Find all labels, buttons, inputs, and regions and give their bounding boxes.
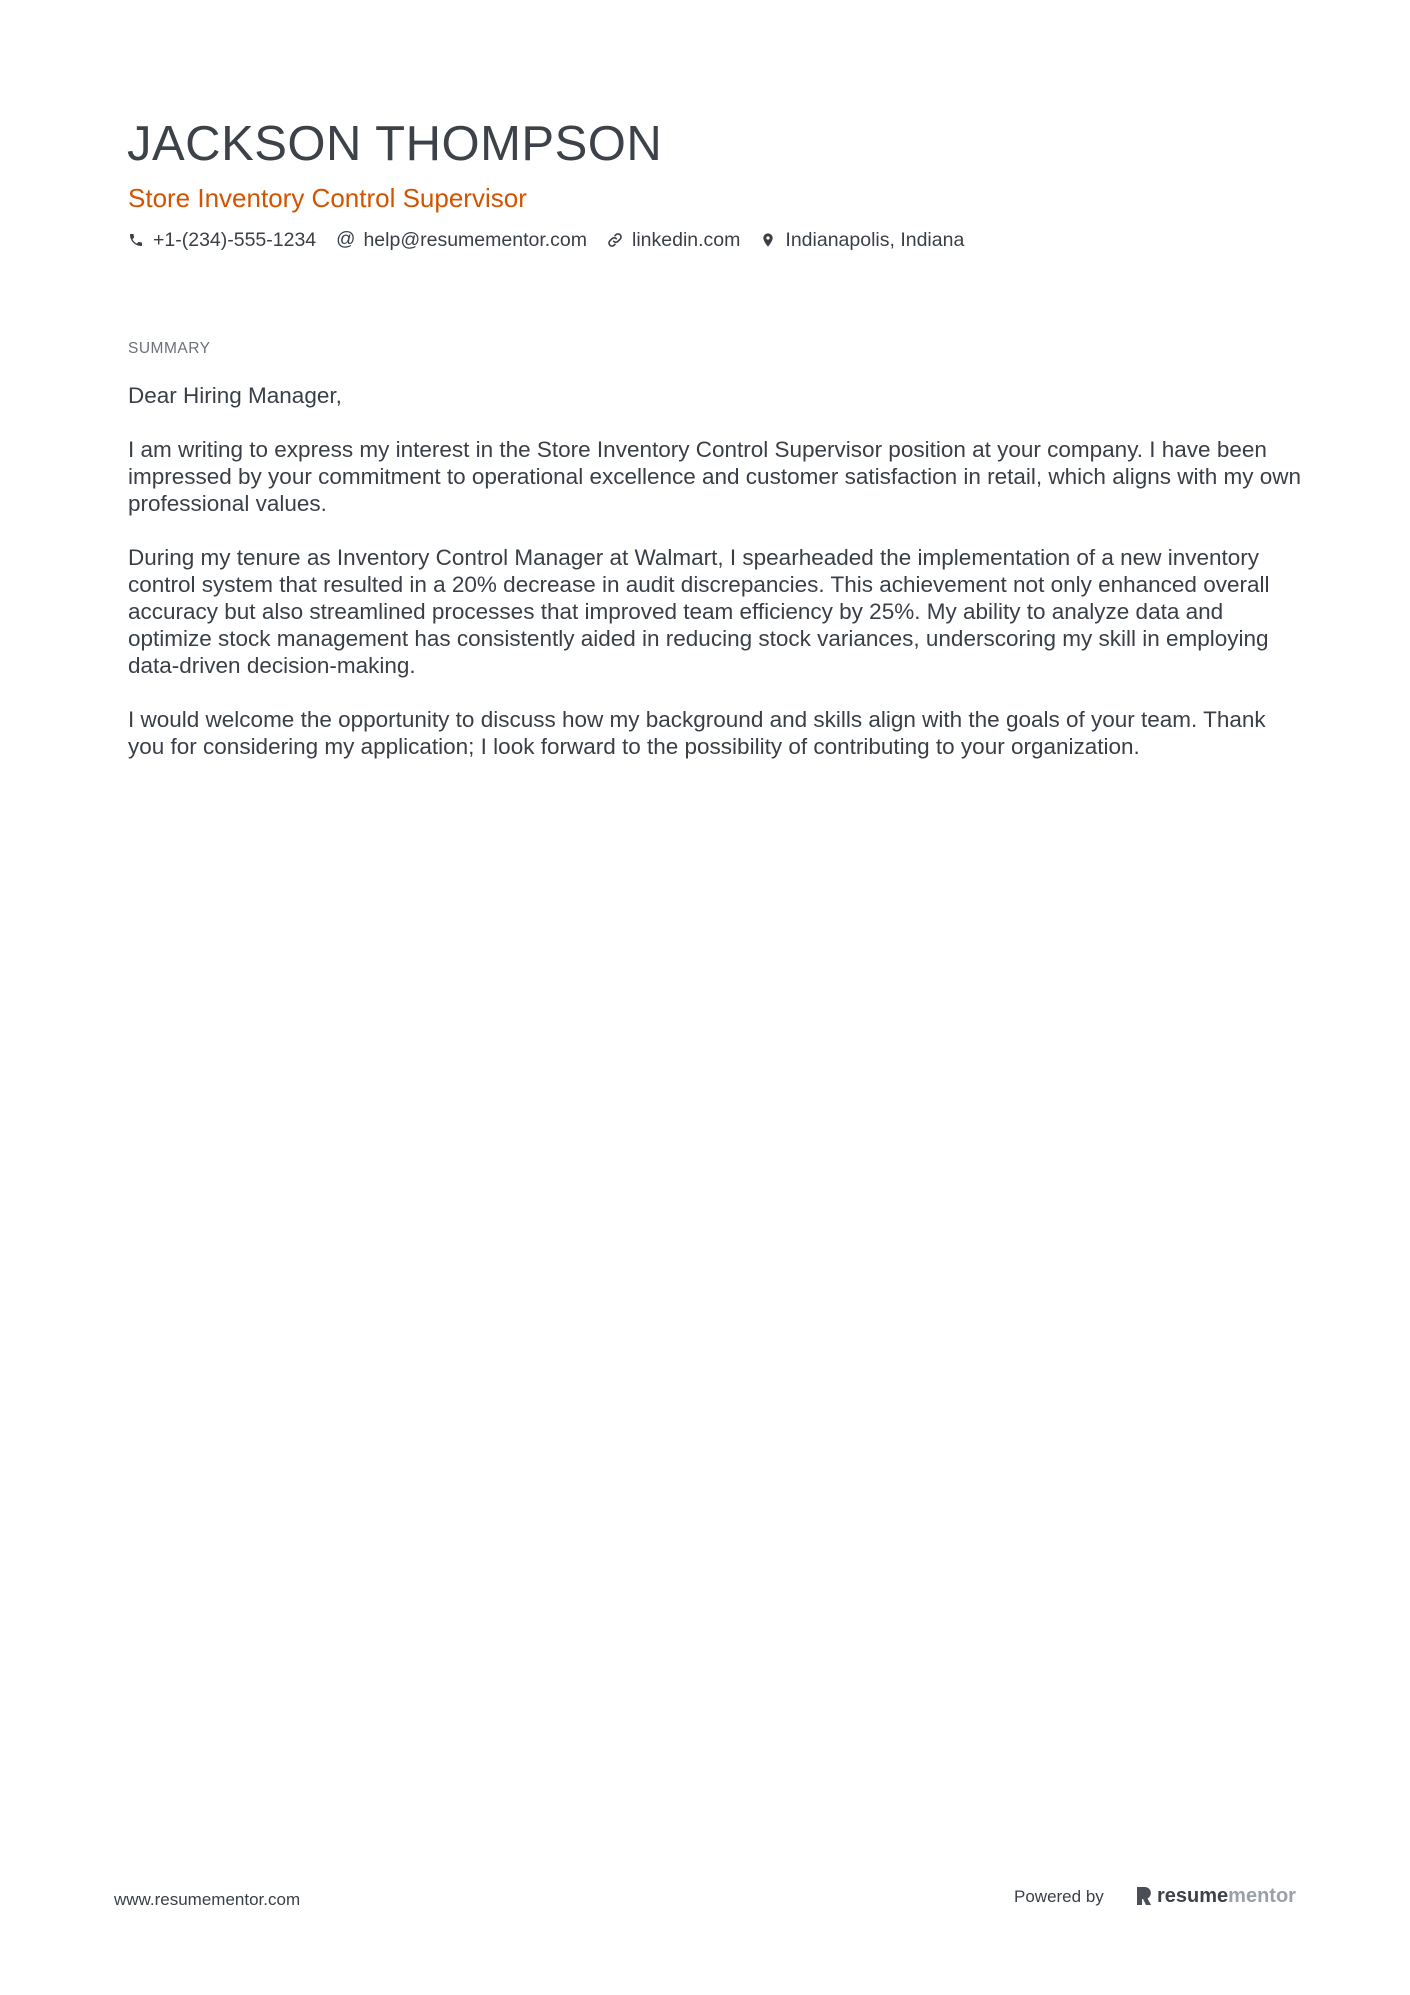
- location-text: Indianapolis, Indiana: [785, 229, 965, 251]
- letter-paragraph: During my tenure as Inventory Control Manager at Walmart, I spearheaded the implementation of a new inventory control system that resulted in a 20% decrease in audit discrepancies. This achievement not only enhanced overall accuracy but also streamlined processes that improved team efficiency by 25%. My ability to analyze data and optimize stock management has consistently aided in reducing stock variances, underscoring my skill in employing data-driven decision-making.: [128, 545, 1270, 678]
- job-title: Store Inventory Control Supervisor: [128, 183, 527, 213]
- brand-mentor-text: mentor: [1228, 1885, 1296, 1907]
- linkedin-text: linkedin.com: [632, 229, 741, 251]
- resumementor-logo-icon: [1135, 1885, 1153, 1907]
- candidate-name: JACKSON THOMPSON: [127, 117, 663, 171]
- phone-text: +1-(234)-555-1234: [153, 229, 317, 251]
- letter-greeting: Dear Hiring Manager,: [128, 383, 342, 408]
- letter-paragraph: I would welcome the opportunity to discuss how my background and skills align with the goals of your team. Thank you for considering my application; I look forward to the possibility of contributing to your organization.: [128, 707, 1266, 759]
- email-text: help@resumementor.com: [363, 229, 588, 251]
- contact-phone[interactable]: [128, 225, 316, 255]
- powered-by-label: Powered by: [1014, 1887, 1104, 1906]
- at-icon: @: [336, 229, 356, 250]
- brand-resume-text: resume: [1157, 1885, 1229, 1907]
- link-icon: [607, 232, 623, 248]
- phone-icon: [128, 232, 144, 248]
- letter-paragraph: I am writing to express my interest in the Store Inventory Control Supervisor position at your company. I have been impressed by your commitment to operational excellence and customer satisfaction in retail, which aligns with my own professional values.: [128, 437, 1302, 516]
- contact-bar: [128, 225, 984, 255]
- contact-location: [760, 225, 964, 255]
- footer-website-link[interactable]: www.resumementor.com: [114, 1890, 301, 1909]
- summary-heading: SUMMARY: [128, 340, 211, 357]
- location-pin-icon: [760, 232, 776, 248]
- contact-linkedin[interactable]: [607, 225, 740, 255]
- contact-email[interactable]: [336, 225, 587, 255]
- letter-body: [128, 382, 1308, 787]
- resumementor-logo[interactable]: [1135, 1882, 1296, 1910]
